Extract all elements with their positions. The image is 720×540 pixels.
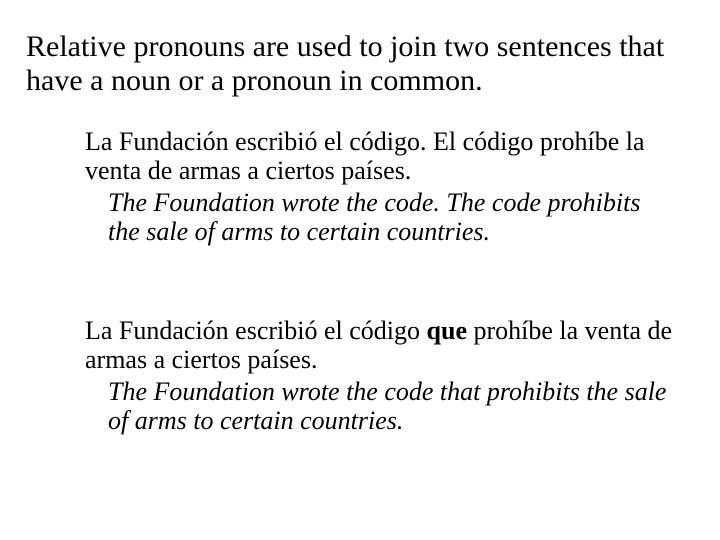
english-translation: The Foundation wrote the code. The code prohibits the sale of arms to certain countries. bbox=[108, 188, 641, 246]
spanish-sentence-end: prohíbe la venta de armas a ciertos países. bbox=[85, 316, 673, 374]
spanish-sentence bbox=[85, 316, 705, 374]
spanish-sentence-start: La Fundación escribió el código bbox=[85, 316, 427, 345]
intro-text: Relative pronouns are used to join two sentences that have a noun or a pronoun in common. bbox=[26, 30, 665, 97]
example-separate-sentences bbox=[85, 127, 705, 246]
example-joined-sentence bbox=[85, 316, 705, 435]
spanish-sentence: La Fundación escribió el código. El código prohíbe la venta de armas a ciertos países. bbox=[85, 127, 645, 185]
relative-pronoun-keyword: que bbox=[426, 316, 467, 345]
english-translation: The Foundation wrote the code that prohibits the sale of arms to certain countries. bbox=[108, 377, 667, 435]
